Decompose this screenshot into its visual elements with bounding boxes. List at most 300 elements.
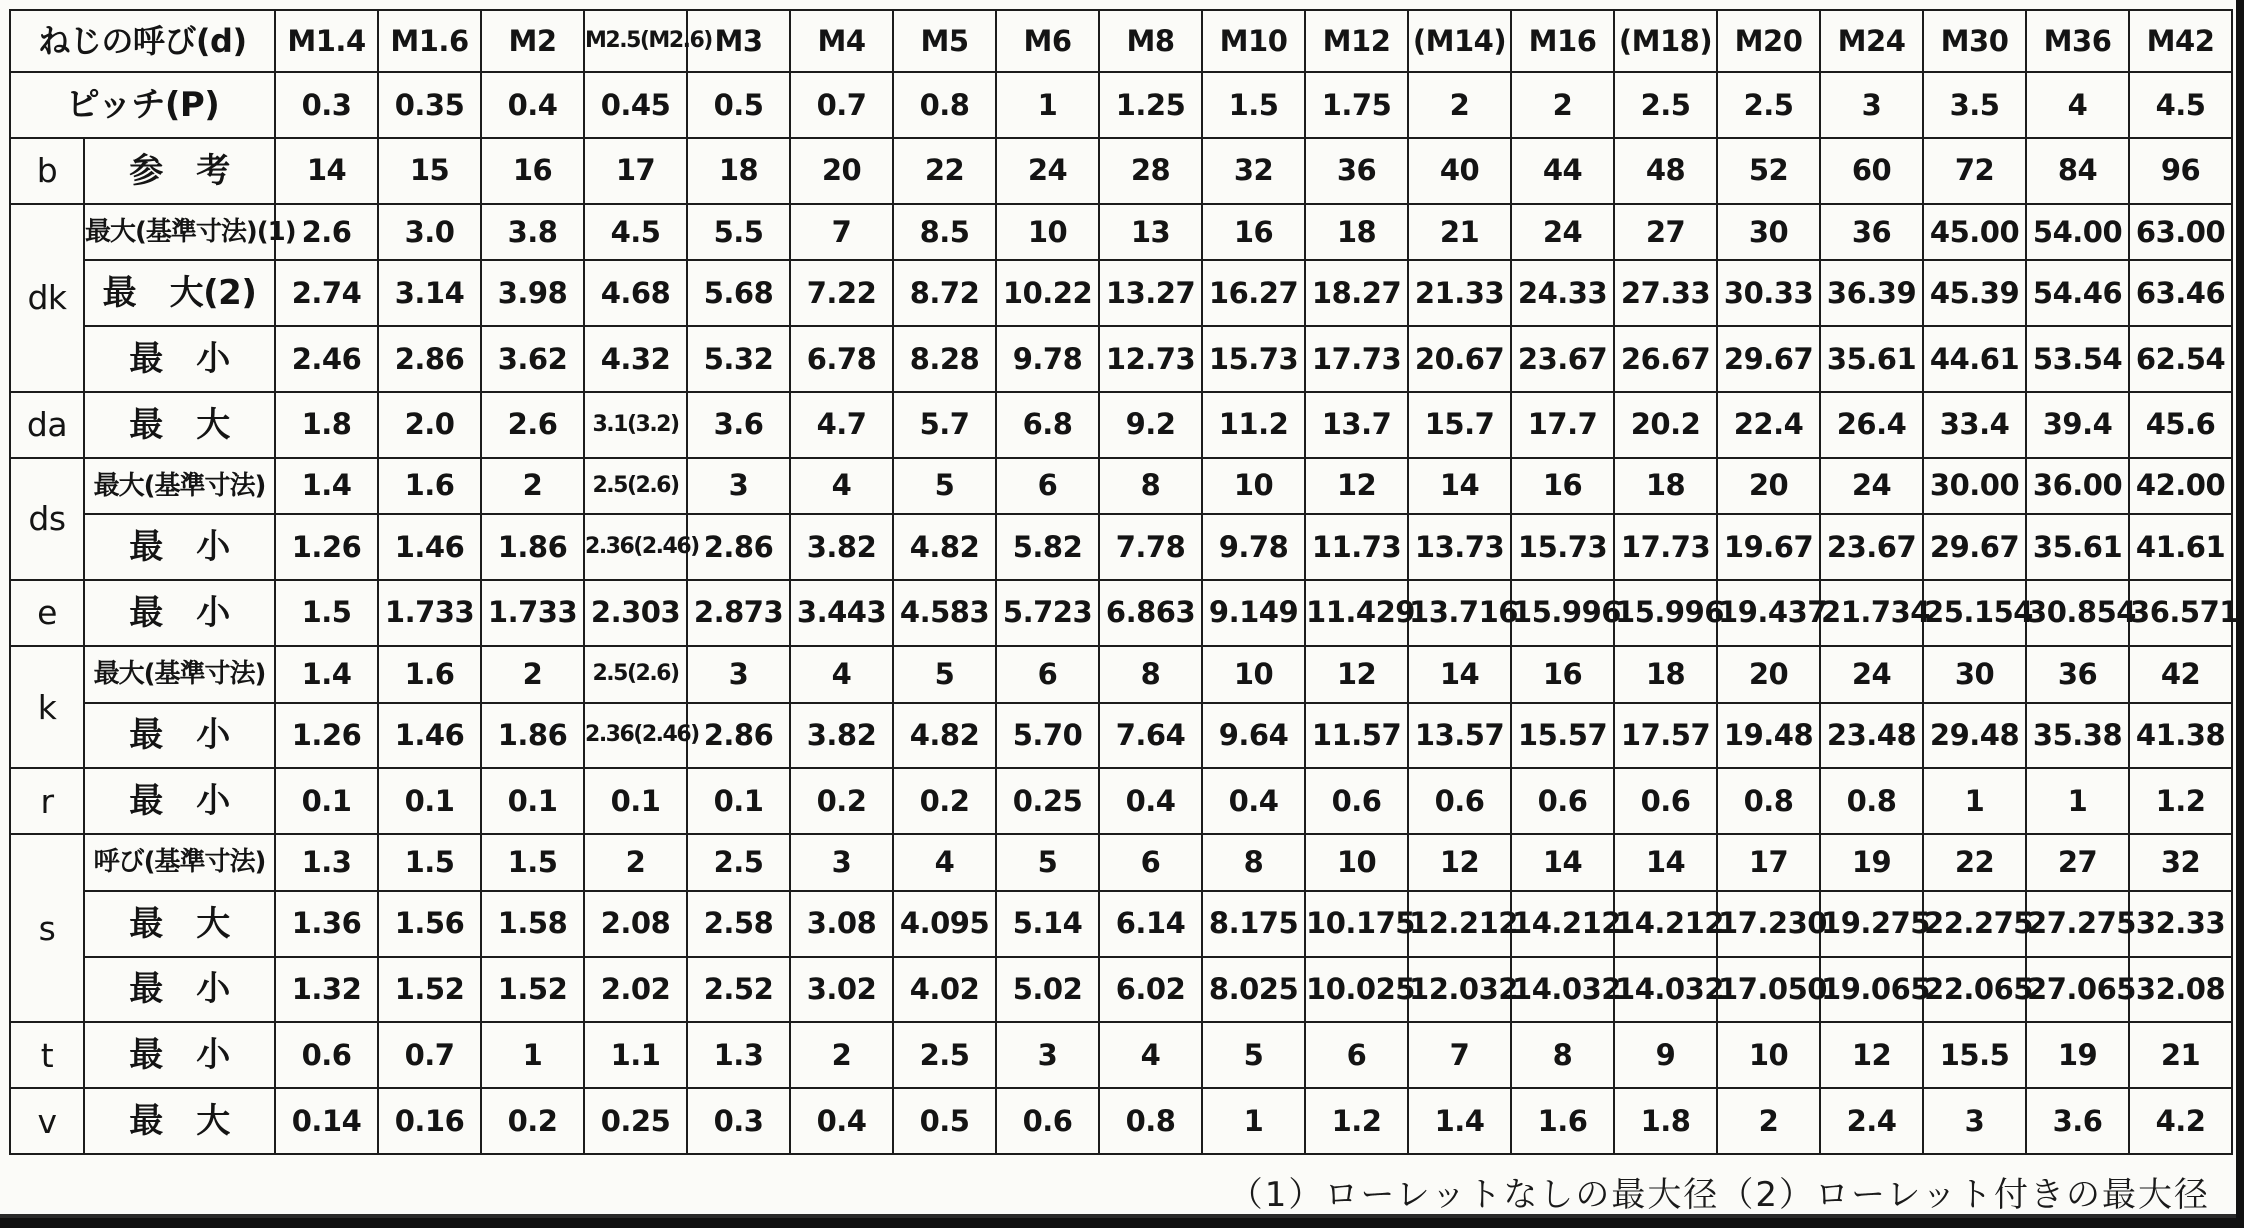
table-cell: 10: [1305, 834, 1408, 891]
table-cell: 36.39: [1820, 260, 1923, 326]
table-cell: 1.4: [1408, 1088, 1511, 1154]
table-cell: 17.7: [1511, 392, 1614, 458]
table-cell: 36: [2026, 646, 2129, 703]
table-cell: 18: [687, 138, 790, 204]
table-cell: 35.61: [1820, 326, 1923, 392]
table-cell: 60: [1820, 138, 1923, 204]
table-cell: 24: [996, 138, 1099, 204]
header-row: [10, 10, 2232, 72]
table-cell: 1.6: [378, 458, 481, 515]
table-cell: 0.2: [790, 768, 893, 834]
table-cell: 2.873: [687, 580, 790, 646]
table-cell: 10: [1202, 458, 1305, 515]
table-cell: 2.5(2.6): [584, 458, 687, 515]
table-row: [10, 514, 2232, 580]
table-cell: 45.39: [1923, 260, 2026, 326]
thread-size-header: M3: [687, 10, 790, 72]
table-cell: 1.5: [275, 580, 378, 646]
table-cell: 24: [1511, 204, 1614, 261]
table-cell: 7.78: [1099, 514, 1202, 580]
row-label: 参 考: [84, 138, 275, 204]
table-cell: 15.996: [1614, 580, 1717, 646]
table-cell: 1.6: [378, 646, 481, 703]
table-cell: 2: [1408, 72, 1511, 138]
table-cell: 17.73: [1614, 514, 1717, 580]
table-cell: 54.00: [2026, 204, 2129, 261]
dimension-symbol: b: [10, 138, 84, 204]
table-cell: 5.7: [893, 392, 996, 458]
table-row: [10, 646, 2232, 703]
table-cell: 1.46: [378, 703, 481, 769]
table-cell: 6.02: [1099, 957, 1202, 1023]
table-cell: 3.14: [378, 260, 481, 326]
table-cell: 2.36(2.46): [584, 514, 687, 580]
table-cell: 3.0: [378, 204, 481, 261]
table-cell: 0.2: [481, 1088, 584, 1154]
table-cell: 9.64: [1202, 703, 1305, 769]
table-cell: 1.6: [1511, 1088, 1614, 1154]
dimension-symbol: ds: [10, 458, 84, 580]
table-cell: 27.275: [2026, 891, 2129, 957]
table-cell: 22: [893, 138, 996, 204]
table-cell: 8.72: [893, 260, 996, 326]
table-cell: 5: [1202, 1022, 1305, 1088]
table-cell: 44: [1511, 138, 1614, 204]
table-cell: 1.86: [481, 514, 584, 580]
table-cell: 16: [481, 138, 584, 204]
table-cell: 1.5: [481, 834, 584, 891]
table-cell: 4.82: [893, 703, 996, 769]
table-cell: 13.716: [1408, 580, 1511, 646]
table-cell: 4.583: [893, 580, 996, 646]
table-cell: 2.74: [275, 260, 378, 326]
table-cell: 14.212: [1511, 891, 1614, 957]
table-cell: 10.025: [1305, 957, 1408, 1023]
table-cell: 1.4: [275, 458, 378, 515]
table-cell: 22: [1923, 834, 2026, 891]
table-cell: 1.26: [275, 514, 378, 580]
table-row: [10, 1022, 2232, 1088]
table-row: [10, 138, 2232, 204]
table-cell: 19: [1820, 834, 1923, 891]
table-cell: 1: [1202, 1088, 1305, 1154]
thread-size-header: M20: [1717, 10, 1820, 72]
dimension-symbol: r: [10, 768, 84, 834]
thread-size-header: M6: [996, 10, 1099, 72]
table-cell: 2.4: [1820, 1088, 1923, 1154]
table-cell: 1.5: [1202, 72, 1305, 138]
table-cell: 36.00: [2026, 458, 2129, 515]
table-cell: 1.1: [584, 1022, 687, 1088]
table-cell: 36: [1820, 204, 1923, 261]
table-cell: 6: [1099, 834, 1202, 891]
table-cell: 30: [1717, 204, 1820, 261]
table-cell: 16: [1202, 204, 1305, 261]
table-cell: 11.429: [1305, 580, 1408, 646]
thread-size-header: M8: [1099, 10, 1202, 72]
row-label: 最 小: [84, 326, 275, 392]
table-cell: 0.1: [687, 768, 790, 834]
table-cell: 4.2: [2129, 1088, 2232, 1154]
table-cell: 16: [1511, 458, 1614, 515]
table-cell: 27: [2026, 834, 2129, 891]
screw-dimension-table: [9, 9, 2239, 1155]
table-cell: 42.00: [2129, 458, 2232, 515]
table-cell: 4.095: [893, 891, 996, 957]
table-cell: 5.68: [687, 260, 790, 326]
table-cell: 11.73: [1305, 514, 1408, 580]
table-cell: 39.4: [2026, 392, 2129, 458]
table-cell: 17.73: [1305, 326, 1408, 392]
table-cell: 20.2: [1614, 392, 1717, 458]
table-cell: 0.6: [1408, 768, 1511, 834]
table-cell: 0.5: [687, 72, 790, 138]
table-cell: 14: [1408, 458, 1511, 515]
table-cell: 10.22: [996, 260, 1099, 326]
table-cell: 3.8: [481, 204, 584, 261]
table-cell: 0.1: [584, 768, 687, 834]
table-cell: 1.36: [275, 891, 378, 957]
table-cell: 45.6: [2129, 392, 2232, 458]
table-cell: 18.27: [1305, 260, 1408, 326]
table-cell: 2.6: [481, 392, 584, 458]
table-cell: 33.4: [1923, 392, 2026, 458]
table-cell: 21.33: [1408, 260, 1511, 326]
table-cell: 30.00: [1923, 458, 2026, 515]
table-cell: 4.68: [584, 260, 687, 326]
table-cell: 17.230: [1717, 891, 1820, 957]
table-row: [10, 957, 2232, 1023]
table-row: [10, 1088, 2232, 1154]
table-cell: 19.48: [1717, 703, 1820, 769]
table-cell: 8: [1099, 646, 1202, 703]
row-label: 最 小: [84, 1022, 275, 1088]
table-cell: 5.70: [996, 703, 1099, 769]
table-cell: 23.48: [1820, 703, 1923, 769]
table-cell: 1.32: [275, 957, 378, 1023]
table-cell: 5: [996, 834, 1099, 891]
table-cell: 9.2: [1099, 392, 1202, 458]
table-cell: 0.4: [1202, 768, 1305, 834]
table-row: [10, 580, 2232, 646]
table-cell: 4: [790, 458, 893, 515]
table-cell: 41.61: [2129, 514, 2232, 580]
table-cell: 6: [1305, 1022, 1408, 1088]
table-cell: 62.54: [2129, 326, 2232, 392]
row-label: 最 大: [84, 891, 275, 957]
table-cell: 12: [1820, 1022, 1923, 1088]
table-cell: 23.67: [1820, 514, 1923, 580]
table-cell: 4.5: [2129, 72, 2232, 138]
table-cell: 2: [1717, 1088, 1820, 1154]
table-cell: 21: [2129, 1022, 2232, 1088]
table-cell: 1: [1923, 768, 2026, 834]
table-cell: 27.065: [2026, 957, 2129, 1023]
table-cell: 3.82: [790, 703, 893, 769]
table-cell: 6.8: [996, 392, 1099, 458]
table-cell: 5.82: [996, 514, 1099, 580]
table-cell: 26.67: [1614, 326, 1717, 392]
row-label: 最 小: [84, 514, 275, 580]
table-cell: 19.67: [1717, 514, 1820, 580]
table-cell: 3.08: [790, 891, 893, 957]
thread-size-header: M4: [790, 10, 893, 72]
dimension-symbol: t: [10, 1022, 84, 1088]
dimension-symbol: e: [10, 580, 84, 646]
table-cell: 12.212: [1408, 891, 1511, 957]
table-cell: 18: [1614, 458, 1717, 515]
table-cell: 63.00: [2129, 204, 2232, 261]
table-cell: 20.67: [1408, 326, 1511, 392]
table-cell: 54.46: [2026, 260, 2129, 326]
dimension-symbol: dk: [10, 204, 84, 392]
table-row: [10, 392, 2232, 458]
table-row: [10, 326, 2232, 392]
table-cell: 8.5: [893, 204, 996, 261]
table-cell: 19.065: [1820, 957, 1923, 1023]
table-cell: 0.6: [275, 1022, 378, 1088]
dimension-symbol: v: [10, 1088, 84, 1154]
thread-size-header: M12: [1305, 10, 1408, 72]
table-cell: 2: [481, 458, 584, 515]
table-cell: 2.5: [1717, 72, 1820, 138]
table-cell: 52: [1717, 138, 1820, 204]
table-cell: 6.78: [790, 326, 893, 392]
table-cell: 2.08: [584, 891, 687, 957]
table-cell: 40: [1408, 138, 1511, 204]
table-cell: 13: [1099, 204, 1202, 261]
table-cell: 6.863: [1099, 580, 1202, 646]
table-cell: 1.52: [481, 957, 584, 1023]
table-cell: 1: [481, 1022, 584, 1088]
table-cell: 12.032: [1408, 957, 1511, 1023]
table-cell: 15.73: [1511, 514, 1614, 580]
table-cell: 36: [1305, 138, 1408, 204]
row-label: 呼び(基準寸法): [84, 834, 275, 891]
table-cell: 8: [1511, 1022, 1614, 1088]
table-cell: 35.38: [2026, 703, 2129, 769]
table-cell: 7: [790, 204, 893, 261]
table-cell: 10: [996, 204, 1099, 261]
table-cell: 72: [1923, 138, 2026, 204]
table-cell: 0.25: [584, 1088, 687, 1154]
table-cell: 2.6: [275, 204, 378, 261]
thread-size-header: (M14): [1408, 10, 1511, 72]
table-cell: 1.3: [275, 834, 378, 891]
table-cell: 14: [1511, 834, 1614, 891]
thread-size-header: M36: [2026, 10, 2129, 72]
table-cell: 3.02: [790, 957, 893, 1023]
table-cell: 18: [1305, 204, 1408, 261]
thread-size-header: M1.6: [378, 10, 481, 72]
table-cell: 13.73: [1408, 514, 1511, 580]
table-cell: 22.4: [1717, 392, 1820, 458]
row-label: 最 小: [84, 703, 275, 769]
table-cell: 84: [2026, 138, 2129, 204]
table-cell: 30: [1923, 646, 2026, 703]
table-cell: 14.212: [1614, 891, 1717, 957]
table-cell: 15.996: [1511, 580, 1614, 646]
table-cell: 4.02: [893, 957, 996, 1023]
table-cell: 96: [2129, 138, 2232, 204]
table-cell: 3.62: [481, 326, 584, 392]
dimension-symbol: da: [10, 392, 84, 458]
table-cell: 2.86: [687, 703, 790, 769]
table-cell: 0.1: [481, 768, 584, 834]
table-cell: 9.78: [1202, 514, 1305, 580]
table-cell: 20: [790, 138, 893, 204]
table-cell: 8: [1099, 458, 1202, 515]
table-cell: 2.0: [378, 392, 481, 458]
table-cell: 32.33: [2129, 891, 2232, 957]
thread-size-header: M2: [481, 10, 584, 72]
table-cell: 41.38: [2129, 703, 2232, 769]
table-cell: 2.36(2.46): [584, 703, 687, 769]
table-cell: 7: [1408, 1022, 1511, 1088]
table-row: [10, 834, 2232, 891]
table-cell: 2: [790, 1022, 893, 1088]
table-cell: 2.303: [584, 580, 687, 646]
table-cell: 0.3: [687, 1088, 790, 1154]
table-cell: 10: [1717, 1022, 1820, 1088]
table-cell: 1.25: [1099, 72, 1202, 138]
table-cell: 2.52: [687, 957, 790, 1023]
table-cell: 5: [893, 458, 996, 515]
table-cell: 5.32: [687, 326, 790, 392]
table-cell: 10: [1202, 646, 1305, 703]
table-cell: 14: [1408, 646, 1511, 703]
table-cell: 28: [1099, 138, 1202, 204]
table-cell: 2.46: [275, 326, 378, 392]
table-cell: 1.4: [275, 646, 378, 703]
table-cell: 45.00: [1923, 204, 2026, 261]
table-cell: 6: [996, 646, 1099, 703]
table-cell: 0.6: [1614, 768, 1717, 834]
table-cell: 0.6: [1511, 768, 1614, 834]
table-cell: 32: [1202, 138, 1305, 204]
table-cell: 16.27: [1202, 260, 1305, 326]
row-label: 最 大: [84, 1088, 275, 1154]
table-cell: 21: [1408, 204, 1511, 261]
table-cell: 2.58: [687, 891, 790, 957]
table-cell: 24.33: [1511, 260, 1614, 326]
table-cell: 3: [1820, 72, 1923, 138]
thread-size-header: M5: [893, 10, 996, 72]
table-cell: 12.73: [1099, 326, 1202, 392]
table-cell: 15.7: [1408, 392, 1511, 458]
row-label: 最 大(2): [84, 260, 275, 326]
table-cell: 2.5: [687, 834, 790, 891]
table-cell: 4: [2026, 72, 2129, 138]
table-cell: 0.8: [1820, 768, 1923, 834]
table-cell: 8.025: [1202, 957, 1305, 1023]
table-cell: 1.46: [378, 514, 481, 580]
table-cell: 19: [2026, 1022, 2129, 1088]
table-cell: 23.67: [1511, 326, 1614, 392]
table-cell: 0.14: [275, 1088, 378, 1154]
table-cell: 1.75: [1305, 72, 1408, 138]
row-label: 最 小: [84, 957, 275, 1023]
table-cell: 4.7: [790, 392, 893, 458]
table-cell: 1.8: [1614, 1088, 1717, 1154]
table-cell: 3: [1923, 1088, 2026, 1154]
table-row: [10, 204, 2232, 261]
table-cell: 0.7: [378, 1022, 481, 1088]
table-cell: 14: [275, 138, 378, 204]
table-cell: 14.032: [1511, 957, 1614, 1023]
table-cell: 48: [1614, 138, 1717, 204]
row-label: 最大(基準寸法): [84, 646, 275, 703]
table-cell: 0.2: [893, 768, 996, 834]
table-cell: 1.5: [378, 834, 481, 891]
table-cell: 17.050: [1717, 957, 1820, 1023]
table-cell: 3.98: [481, 260, 584, 326]
table-cell: 16: [1511, 646, 1614, 703]
table-cell: 3: [996, 1022, 1099, 1088]
table-cell: 2.5(2.6): [584, 646, 687, 703]
table-cell: 15.57: [1511, 703, 1614, 769]
row-label: 最 小: [84, 768, 275, 834]
table-cell: 4.5: [584, 204, 687, 261]
table-cell: 4: [893, 834, 996, 891]
table-cell: 1.3: [687, 1022, 790, 1088]
table-cell: 13.7: [1305, 392, 1408, 458]
table-cell: 13.57: [1408, 703, 1511, 769]
table-cell: 22.275: [1923, 891, 2026, 957]
thread-size-header: M24: [1820, 10, 1923, 72]
table-cell: 1.2: [1305, 1088, 1408, 1154]
table-cell: 36.571: [2129, 580, 2232, 646]
table-cell: 2.86: [378, 326, 481, 392]
table-cell: 0.6: [996, 1088, 1099, 1154]
table-cell: 17.57: [1614, 703, 1717, 769]
table-cell: 1.8: [275, 392, 378, 458]
table-cell: 1.58: [481, 891, 584, 957]
table-cell: 29.67: [1717, 326, 1820, 392]
table-cell: 30.33: [1717, 260, 1820, 326]
table-cell: 0.45: [584, 72, 687, 138]
table-cell: 15.73: [1202, 326, 1305, 392]
table-cell: 3.6: [2026, 1088, 2129, 1154]
table-cell: 11.57: [1305, 703, 1408, 769]
table-cell: 0.1: [275, 768, 378, 834]
table-cell: 0.4: [790, 1088, 893, 1154]
row-label: 最大(基準寸法): [84, 458, 275, 515]
table-cell: 25.154: [1923, 580, 2026, 646]
pitch-label: ピッチ(P): [10, 72, 275, 138]
table-cell: 3.443: [790, 580, 893, 646]
table-cell: 8.28: [893, 326, 996, 392]
table-cell: 29.67: [1923, 514, 2026, 580]
table-cell: 18: [1614, 646, 1717, 703]
table-cell: 4.82: [893, 514, 996, 580]
table-cell: 11.2: [1202, 392, 1305, 458]
table-row: [10, 703, 2232, 769]
table-cell: 0.6: [1305, 768, 1408, 834]
table-row: [10, 768, 2232, 834]
table-cell: 3: [687, 458, 790, 515]
table-cell: 2.5: [1614, 72, 1717, 138]
table-cell: 1.2: [2129, 768, 2232, 834]
table-cell: 5.5: [687, 204, 790, 261]
table-cell: 0.7: [790, 72, 893, 138]
table-cell: 22.065: [1923, 957, 2026, 1023]
table-cell: 4.32: [584, 326, 687, 392]
table-row: [10, 891, 2232, 957]
table-cell: 1.733: [378, 580, 481, 646]
table-cell: 9.78: [996, 326, 1099, 392]
table-cell: 8: [1202, 834, 1305, 891]
